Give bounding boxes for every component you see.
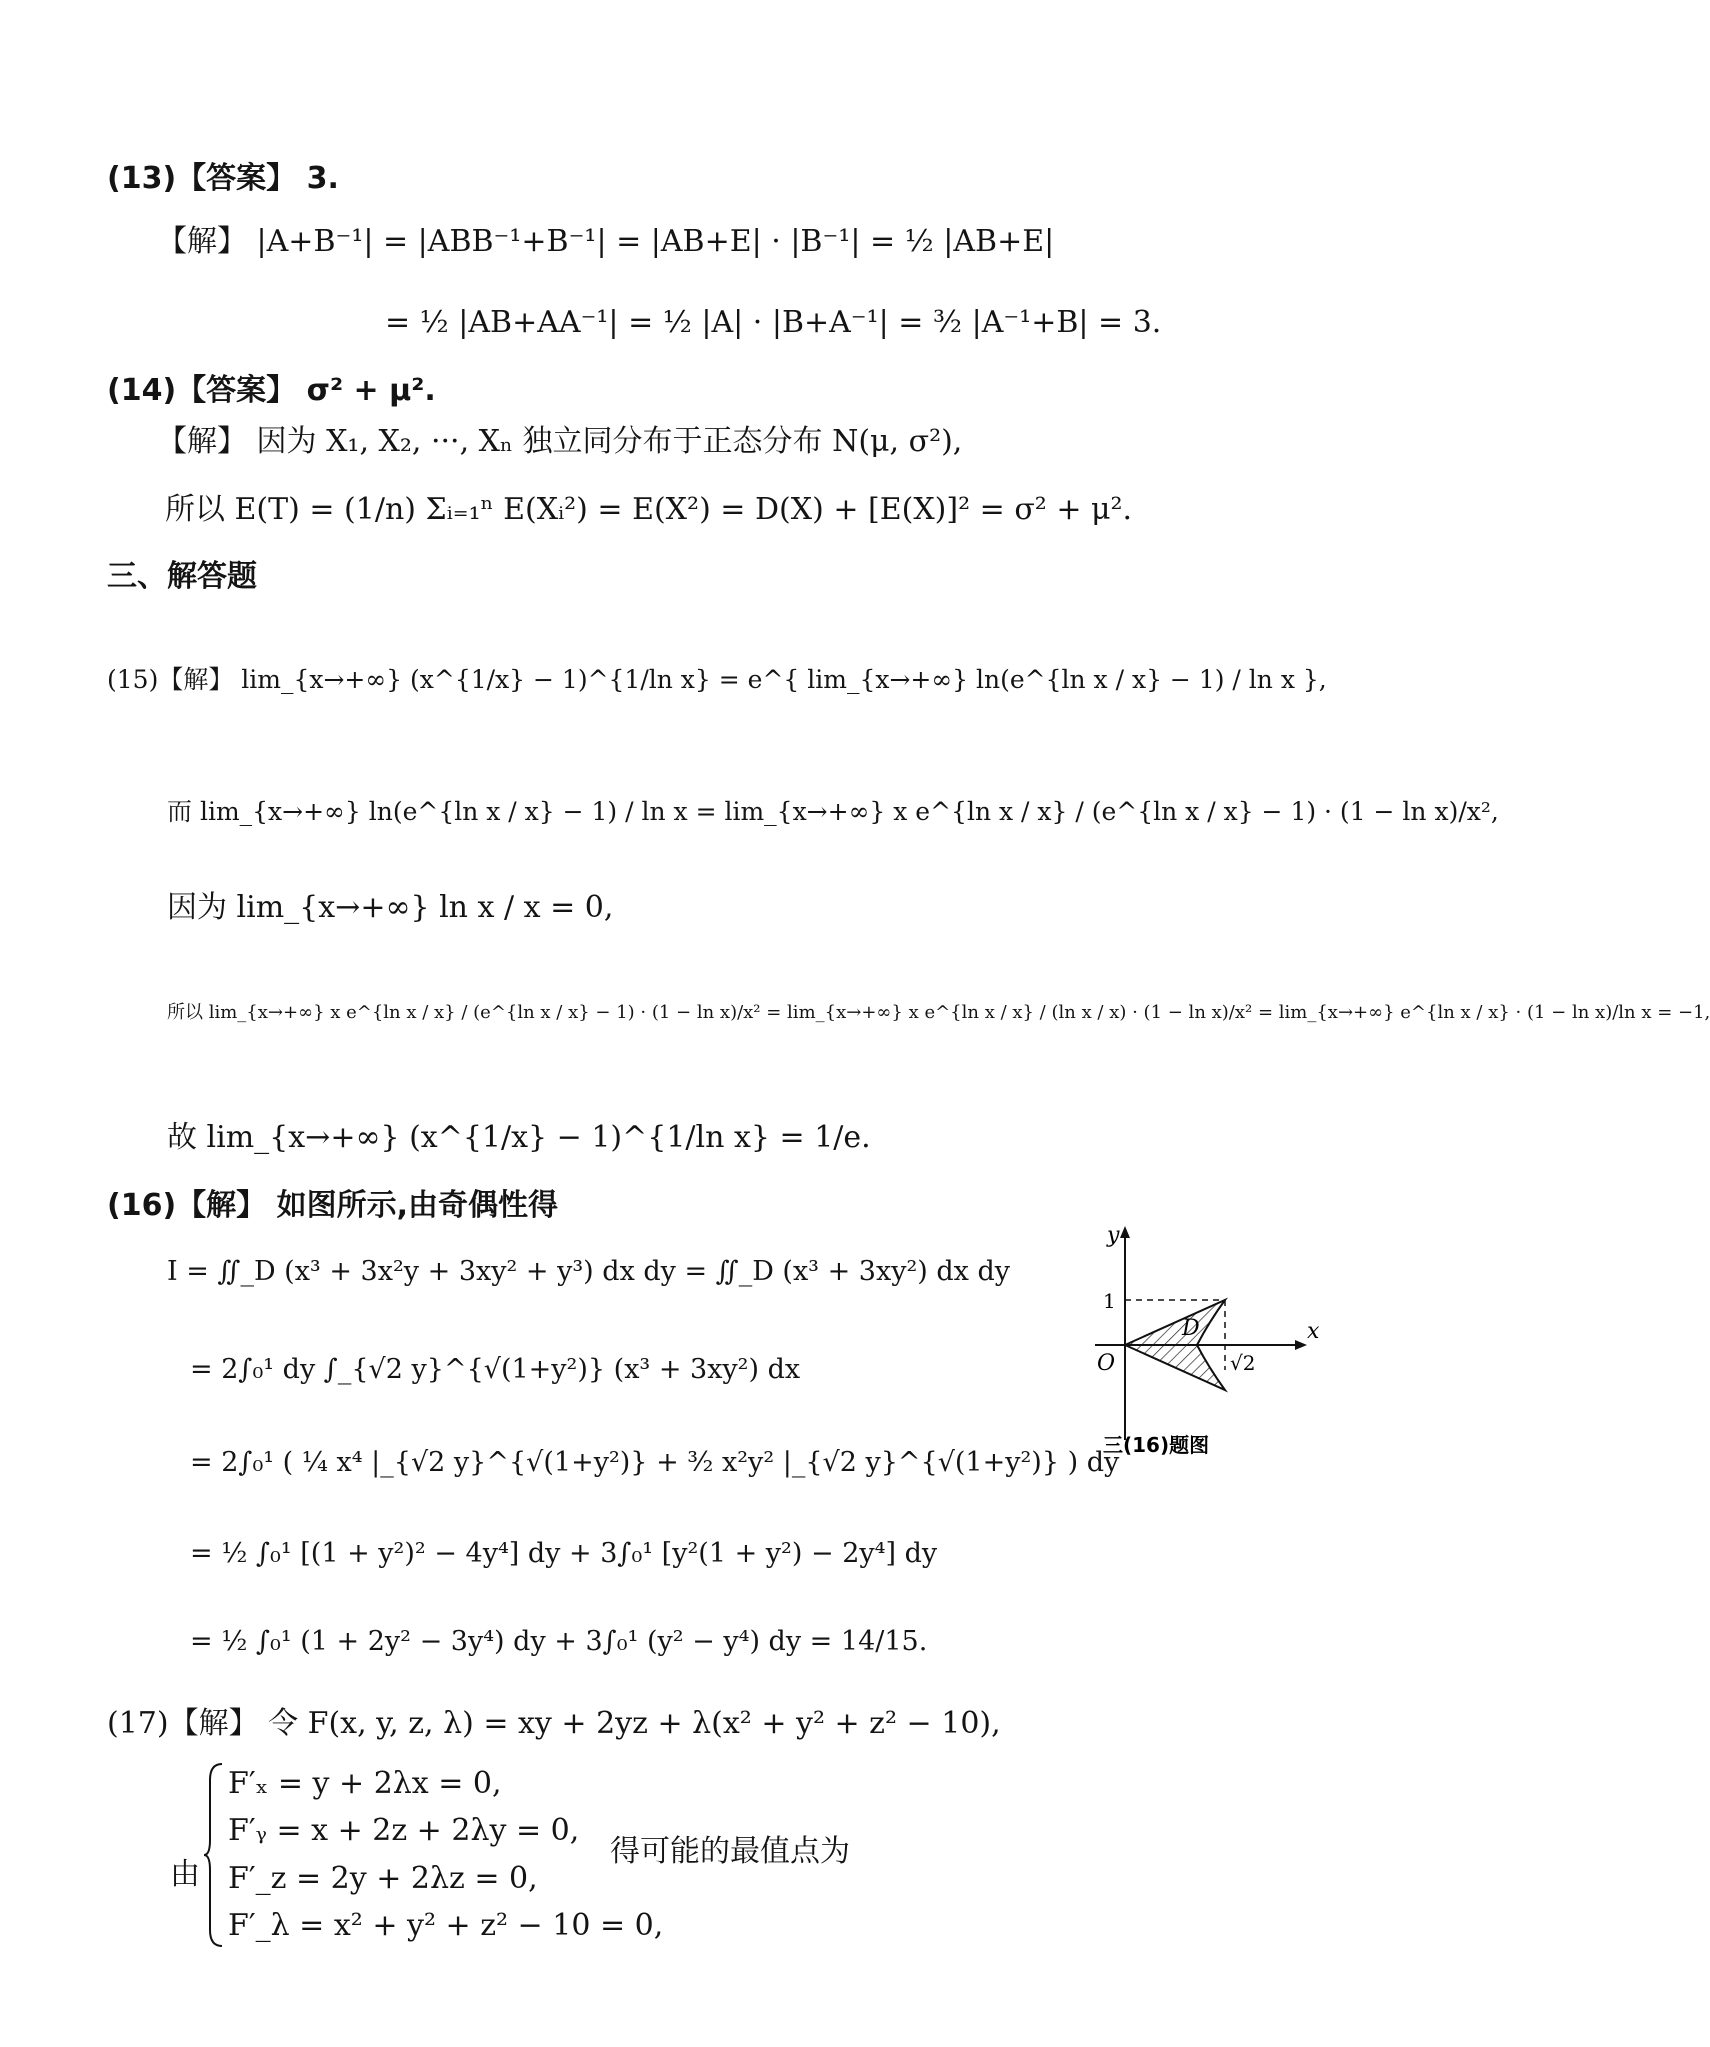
q17-eq4: F′_λ = x² + y² + z² − 10 = 0, xyxy=(228,1908,664,1943)
q17-eq1: F′ₓ = y + 2λx = 0, xyxy=(228,1766,502,1801)
q16-line5: = ½ ∫₀¹ (1 + 2y² − 3y⁴) dy + 3∫₀¹ (y² − y⁴) dy = 14/15. xyxy=(190,1626,928,1657)
sqrt2-label: √2 xyxy=(1230,1351,1256,1375)
q14-answer: (14)【答案】 σ² + μ². xyxy=(107,373,436,408)
q16-figure xyxy=(1085,1220,1325,1460)
q16-head: (16)【解】 如图所示,由奇偶性得 xyxy=(107,1188,559,1223)
q14-solution-line2: 所以 E(T) = (1/n) Σᵢ₌₁ⁿ E(Xᵢ²) = E(X²) = D(X) + [E(X)]² = σ² + μ². xyxy=(165,492,1133,527)
q17-you: 由 xyxy=(170,1857,200,1892)
region-d-lower xyxy=(1125,1345,1225,1390)
region-d-upper xyxy=(1125,1300,1225,1345)
section-title: 三、解答题 xyxy=(107,559,257,594)
x-axis-arrow-icon xyxy=(1295,1340,1307,1350)
system-brace-icon xyxy=(202,1760,226,1950)
q15-line4: 所以 lim_{x→+∞} x e^{ln x / x} / (e^{ln x / x} − 1) · (1 − ln x)/x² = lim_{x→+∞} x e^{ln x / x} / (ln x / x) · (1 − ln x)/x² = lim_{x→+∞} e^{ln x / x} · (1 − ln x)/ln x = −1, xyxy=(167,1002,1710,1023)
q17-eq3: F′_z = 2y + 2λz = 0, xyxy=(228,1861,538,1896)
q17-eq2: F′ᵧ = x + 2z + 2λy = 0, xyxy=(228,1813,580,1848)
y-label: y xyxy=(1107,1223,1120,1248)
q17-result: 得可能的最值点为 xyxy=(610,1834,850,1869)
q16-line3: = 2∫₀¹ ( ¼ x⁴ |_{√2 y}^{√(1+y²)} + ³⁄₂ x²y² |_{√2 y}^{√(1+y²)} ) dy xyxy=(190,1447,1120,1478)
q15-line2: 而 lim_{x→+∞} ln(e^{ln x / x} − 1) / ln x = lim_{x→+∞} x e^{ln x / x} / (e^{ln x / x} − 1) · (1 − ln x)/x², xyxy=(167,797,1499,826)
q16-line4: = ½ ∫₀¹ [(1 + y²)² − 4y⁴] dy + 3∫₀¹ [y²(1 + y²) − 2y⁴] dy xyxy=(190,1538,938,1569)
q15-line1: (15)【解】 lim_{x→+∞} (x^{1/x} − 1)^{1/ln x} = e^{ lim_{x→+∞} ln(e^{ln x / x} − 1) / ln x }, xyxy=(107,665,1327,694)
q16-line2: = 2∫₀¹ dy ∫_{√2 y}^{√(1+y²)} (x³ + 3xy²) dx xyxy=(190,1354,801,1385)
q13-answer: (13)【答案】 3. xyxy=(107,161,339,196)
one-label: 1 xyxy=(1103,1289,1116,1313)
q14-solution-line1: 【解】 因为 X₁, X₂, ···, Xₙ 独立同分布于正态分布 N(μ, σ²), xyxy=(157,424,963,459)
region-label: D xyxy=(1182,1316,1200,1341)
q13-solution-line2: = ½ |AB+AA⁻¹| = ½ |A| · |B+A⁻¹| = ³⁄₂ |A⁻¹+B| = 3. xyxy=(385,305,1162,340)
q15-line5: 故 lim_{x→+∞} (x^{1/x} − 1)^{1/ln x} = 1/e. xyxy=(167,1120,871,1155)
origin-label: O xyxy=(1097,1351,1116,1376)
q15-line3: 因为 lim_{x→+∞} ln x / x = 0, xyxy=(167,890,614,925)
q16-line1: I = ∬_D (x³ + 3x²y + 3xy² + y³) dx dy = ∬_D (x³ + 3xy²) dx dy xyxy=(167,1256,1011,1287)
y-axis-arrow-icon xyxy=(1120,1226,1130,1238)
q13-solution-line1: 【解】 |A+B⁻¹| = |ABB⁻¹+B⁻¹| = |AB+E| · |B⁻¹| = ½ |AB+E| xyxy=(157,224,1055,259)
figure-caption: 三(16)题图 xyxy=(1103,1433,1210,1457)
region-diagram xyxy=(1085,1220,1325,1460)
x-label: x xyxy=(1307,1319,1320,1344)
q17-line1: (17)【解】 令 F(x, y, z, λ) = xy + 2yz + λ(x² + y² + z² − 10), xyxy=(107,1706,1001,1741)
